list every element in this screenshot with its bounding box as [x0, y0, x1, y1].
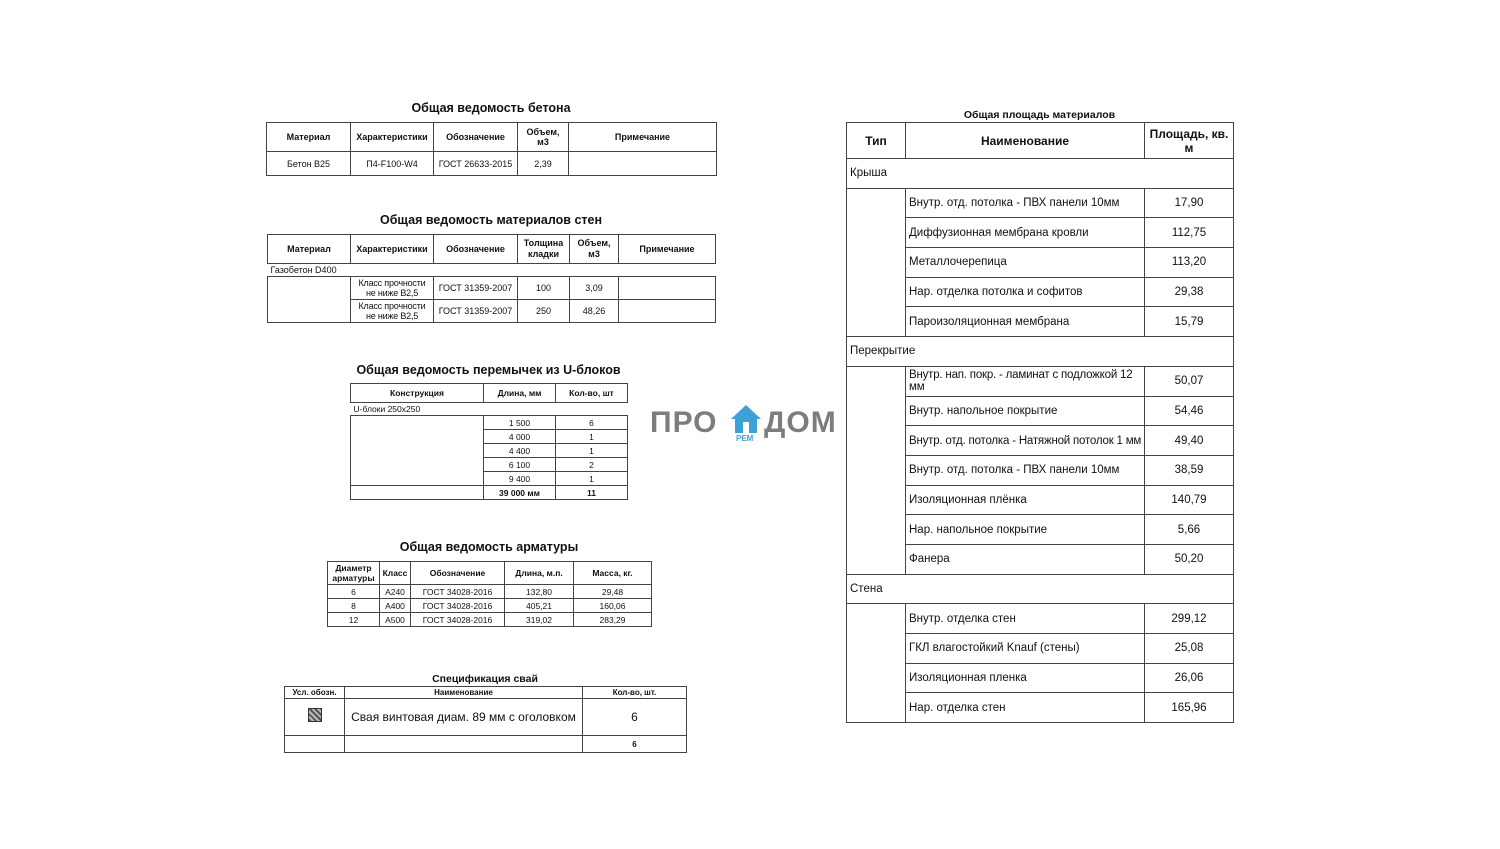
header-cell: Обозначение	[434, 235, 518, 264]
cell: 132,80	[505, 585, 574, 599]
header-cell: Длина, мм	[484, 384, 556, 403]
cell: 6	[583, 699, 687, 736]
table-row	[847, 218, 1234, 248]
cell	[619, 300, 716, 323]
total-row	[285, 736, 687, 753]
cell: 8	[328, 599, 380, 613]
cell	[569, 152, 717, 176]
table-row	[847, 693, 1234, 723]
cell: 17,90	[1145, 188, 1234, 218]
group-label: Перекрытие	[847, 337, 1234, 367]
cell: Внутр. отд. потолка - ПВХ панели 10мм	[906, 455, 1145, 485]
table-row	[847, 277, 1234, 307]
cell: Бетон В25	[267, 152, 351, 176]
cell: Класс прочности не ниже В2,5	[351, 300, 434, 323]
table-row	[847, 396, 1234, 426]
cell: ГОСТ 31359-2007	[434, 300, 518, 323]
table-row	[267, 152, 717, 176]
cell: 250	[518, 300, 570, 323]
header-cell: Объем, м3	[570, 235, 619, 264]
table-row	[847, 634, 1234, 664]
cell: 26,06	[1145, 663, 1234, 693]
cell: 9 400	[484, 472, 556, 486]
concrete-title: Общая ведомость бетона	[411, 101, 571, 115]
header-cell: Характеристики	[351, 235, 434, 264]
cell: 319,02	[505, 613, 574, 627]
table-row	[847, 248, 1234, 278]
cell: Свая винтовая диам. 89 мм с оголовком	[345, 699, 583, 736]
cell: 2,39	[518, 152, 569, 176]
cell: Фанера	[906, 544, 1145, 574]
header-cell: Примечание	[569, 123, 717, 152]
group-label: U-блоки 250х250	[353, 404, 421, 414]
table-row	[268, 277, 716, 300]
cell: П4-F100-W4	[351, 152, 434, 176]
cell: 283,29	[574, 613, 652, 627]
cell: ГОСТ 26633-2015	[434, 152, 518, 176]
pile-symbol-icon	[308, 708, 322, 722]
cell: Класс прочности не ниже В2,5	[351, 277, 434, 300]
header-cell: Толщина кладки	[518, 235, 570, 264]
header-cell: Кол-во, шт	[556, 384, 628, 403]
cell: A400	[380, 599, 411, 613]
cell	[285, 736, 345, 753]
logo-subtext: РЕМ	[736, 434, 754, 443]
cell: 1	[556, 444, 628, 458]
group-row	[847, 337, 1234, 367]
table-header-row	[351, 384, 628, 403]
header-cell: Диаметр арматуры	[328, 562, 380, 585]
cell: ГОСТ 31359-2007	[434, 277, 518, 300]
cell: 1 500	[484, 416, 556, 430]
header-cell: Наименование	[906, 123, 1145, 159]
cell: 15,79	[1145, 307, 1234, 337]
group-label: Крыша	[847, 159, 1234, 189]
table-row	[847, 485, 1234, 515]
cell: ГКЛ влагостойкий Knauf (стены)	[906, 634, 1145, 664]
cell: 25,08	[1145, 634, 1234, 664]
rebar-title: Общая ведомость арматуры	[399, 540, 579, 554]
cell: 4 400	[484, 444, 556, 458]
logo	[650, 404, 850, 444]
cell: Нар. отделка потолка и софитов	[906, 277, 1145, 307]
cell: Внутр. нап. покр. - ламинат с подложкой 12 мм	[906, 366, 1145, 396]
cell: 6	[328, 585, 380, 599]
cell: 6 100	[484, 458, 556, 472]
cell: Изоляционная плёнка	[906, 485, 1145, 515]
table-row	[847, 515, 1234, 545]
table-row	[351, 416, 628, 430]
cell: A240	[380, 585, 411, 599]
cell: 299,12	[1145, 604, 1234, 634]
table-header-row	[285, 687, 687, 699]
cell: Нар. отделка стен	[906, 693, 1145, 723]
cell: 1	[556, 430, 628, 444]
cell: 2	[556, 458, 628, 472]
walls-title: Общая ведомость материалов стен	[379, 213, 603, 227]
concrete-table	[266, 122, 717, 176]
lintels-table	[350, 383, 628, 500]
cell	[268, 277, 351, 323]
total-length: 39 000 мм	[484, 486, 556, 500]
table-header-row	[268, 235, 716, 264]
header-cell: Наименование	[345, 687, 583, 699]
cell: 48,26	[570, 300, 619, 323]
cell: 4 000	[484, 430, 556, 444]
cell: 165,96	[1145, 693, 1234, 723]
cell: 29,48	[574, 585, 652, 599]
piles-table	[284, 686, 687, 753]
table-row	[847, 426, 1234, 456]
header-cell: Обозначение	[411, 562, 505, 585]
table-row	[847, 604, 1234, 634]
cell: Внутр. отделка стен	[906, 604, 1145, 634]
cell: ГОСТ 34028-2016	[411, 585, 505, 599]
cell: ГОСТ 34028-2016	[411, 613, 505, 627]
table-row	[847, 188, 1234, 218]
table-row	[847, 366, 1234, 396]
group-row	[268, 264, 716, 277]
cell: 6	[556, 416, 628, 430]
table-row	[328, 585, 652, 599]
table-header-row	[328, 562, 652, 585]
cell: Внутр. отд. потолка - ПВХ панели 10мм	[906, 188, 1145, 218]
cell: Нар. напольное покрытие	[906, 515, 1145, 545]
cell	[847, 366, 906, 574]
total-count: 11	[556, 486, 628, 500]
cell	[351, 416, 484, 486]
header-cell: Конструкция	[351, 384, 484, 403]
table-header-row	[847, 123, 1234, 159]
areas-title: Общая площадь материалов	[963, 109, 1116, 121]
table-row	[847, 307, 1234, 337]
house-icon	[730, 404, 762, 434]
cell	[345, 736, 583, 753]
header-cell: Усл. обозн.	[285, 687, 345, 699]
cell: 49,40	[1145, 426, 1234, 456]
cell: 112,75	[1145, 218, 1234, 248]
group-label: Стена	[847, 574, 1234, 604]
table-header-row	[267, 123, 717, 152]
cell	[847, 604, 906, 723]
header-cell: Класс	[380, 562, 411, 585]
cell: 405,21	[505, 599, 574, 613]
header-cell: Длина, м.п.	[505, 562, 574, 585]
cell: 100	[518, 277, 570, 300]
cell	[847, 188, 906, 336]
group-row	[847, 159, 1234, 189]
cell: 50,20	[1145, 544, 1234, 574]
table-row	[847, 663, 1234, 693]
cell: Внутр. напольное покрытие	[906, 396, 1145, 426]
cell: 12	[328, 613, 380, 627]
table-row	[328, 613, 652, 627]
header-cell: Обозначение	[434, 123, 518, 152]
cell: 140,79	[1145, 485, 1234, 515]
cell: 3,09	[570, 277, 619, 300]
logo-text-left: ПРО	[650, 406, 718, 439]
group-row	[847, 574, 1234, 604]
total-count: 6	[583, 736, 687, 753]
cell: Изоляционная пленка	[906, 663, 1145, 693]
logo-text-right: ДОМ	[764, 406, 837, 439]
header-cell: Масса, кг.	[574, 562, 652, 585]
header-cell: Кол-во, шт.	[583, 687, 687, 699]
piles-title: Спецификация свай	[432, 673, 538, 685]
cell: 160,06	[574, 599, 652, 613]
header-cell: Тип	[847, 123, 906, 159]
cell: 50,07	[1145, 366, 1234, 396]
cell: Пароизоляционная мембрана	[906, 307, 1145, 337]
table-row	[847, 455, 1234, 485]
cell	[619, 277, 716, 300]
cell	[285, 699, 345, 736]
cell: ГОСТ 34028-2016	[411, 599, 505, 613]
header-cell: Материал	[267, 123, 351, 152]
table-row	[847, 544, 1234, 574]
cell: Диффузионная мембрана кровли	[906, 218, 1145, 248]
cell: 29,38	[1145, 277, 1234, 307]
table-row	[285, 699, 687, 736]
header-cell: Характеристики	[351, 123, 434, 152]
cell: 113,20	[1145, 248, 1234, 278]
areas-table	[846, 122, 1234, 723]
walls-table	[267, 234, 716, 323]
rebar-table	[327, 561, 652, 627]
header-cell: Примечание	[619, 235, 716, 264]
group-row	[351, 403, 628, 416]
cell: Металлочерепица	[906, 248, 1145, 278]
cell: 5,66	[1145, 515, 1234, 545]
header-cell: Объем, м3	[518, 123, 569, 152]
header-cell: Площадь, кв. м	[1145, 123, 1234, 159]
cell: Внутр. отд. потолка - Натяжной потолок 1 мм	[906, 426, 1145, 456]
cell	[351, 486, 484, 500]
header-cell: Материал	[268, 235, 351, 264]
lintels-title: Общая ведомость перемычек из U-блоков	[356, 363, 621, 377]
table-row	[328, 599, 652, 613]
cell: 38,59	[1145, 455, 1234, 485]
total-row	[351, 486, 628, 500]
group-label: Газобетон D400	[270, 265, 337, 275]
cell: A500	[380, 613, 411, 627]
cell: 54,46	[1145, 396, 1234, 426]
cell: 1	[556, 472, 628, 486]
